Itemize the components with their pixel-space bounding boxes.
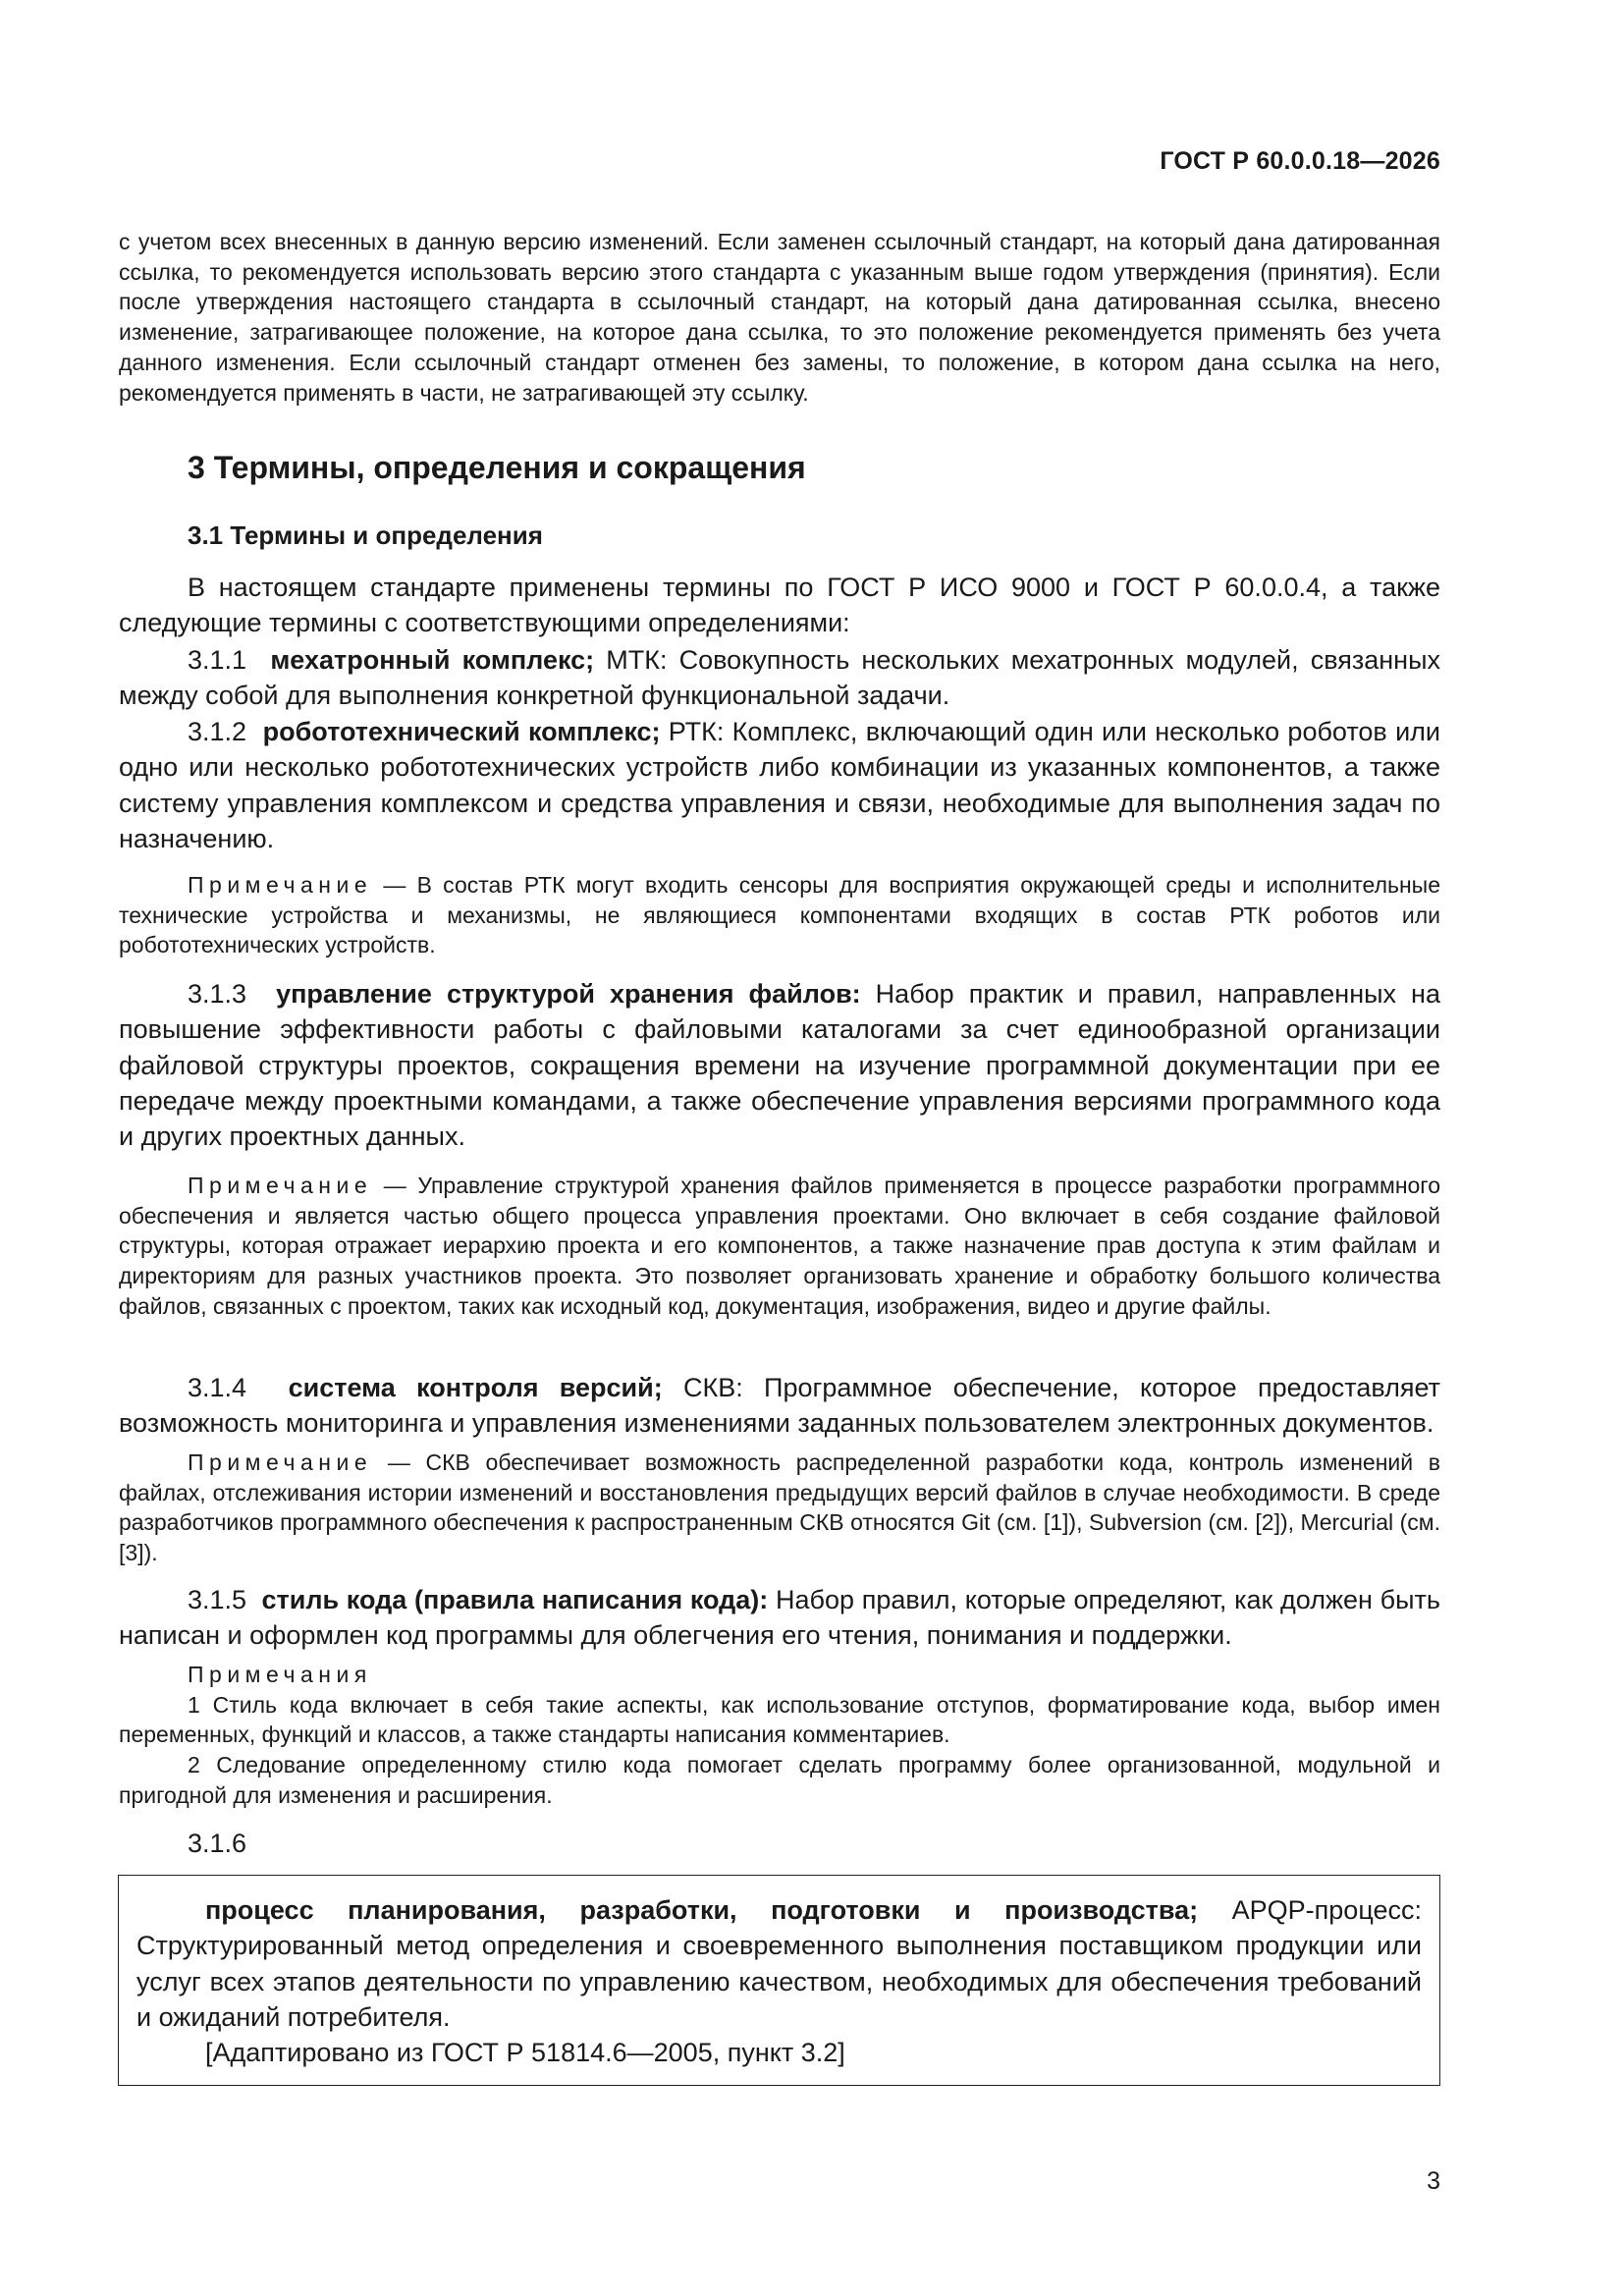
term-notes <box>119 1660 1440 1811</box>
note-item: 1 Стиль кода включает в себя такие аспекты, как использование отступов, форматирование кода, выбор имен переменных, функций и классов, а также стандарты написания комментариев. <box>119 1691 1440 1748</box>
term-number: 3.1.4 <box>188 1373 247 1402</box>
section-title: 3 Термины, определения и сокращения <box>188 450 806 485</box>
term-name: система контроля версий; <box>288 1373 663 1402</box>
term-name: стиль кода (правила написания кода): <box>261 1585 769 1614</box>
note-label: Примечание <box>188 1449 373 1475</box>
term-definition: APQP-процесс: Структурированный метод определения и своевременного выполнения поставщиком продукции или услуг всех этапов деятельности по управлению качеством, необходимых для обеспечения требований и ожиданий потребителя. <box>136 1895 1423 2032</box>
term-name: управление структурой хранения файлов: <box>276 979 861 1009</box>
term-number: 3.1.2 <box>188 717 247 746</box>
term-3-1-2 <box>119 714 1440 856</box>
term-name: мехатронный комплекс; <box>270 645 595 675</box>
term-3-1-4 <box>119 1370 1440 1442</box>
subsection-title: 3.1 Термины и определения <box>188 520 543 550</box>
terms-intro: В настоящем стандарте применены термины по ГОСТ Р ИСО 9000 и ГОСТ Р 60.0.0.4, а также следующие термины с соответствующими определениями: <box>119 573 1440 638</box>
term-name: процесс планирования, разработки, подготовки и производства; <box>205 1895 1199 1925</box>
term-number: 3.1.6 <box>188 1829 247 1858</box>
term-definition: Набор практик и правил, направленных на повышение эффективности работы с файловыми каталогами за счет единообразной организации файловой структуры проектов, сокращения времени на изучение программной документации при ее передаче между проектными командами, а также обеспечение управления версиями программного кода и других проектных данных. <box>119 979 1440 1152</box>
term-note <box>119 1171 1440 1322</box>
term-number: 3.1.5 <box>188 1585 247 1614</box>
note-label: Примечание <box>188 1173 373 1198</box>
note-text: — В состав РТК могут входить сенсоры для восприятия окружающей среды и исполнительные технические устройства и механизмы, не являющиеся компонентами входящих в состав РТК роботов или робототехнических устройств. <box>119 872 1440 958</box>
term-number: 3.1.3 <box>188 979 247 1009</box>
term-3-1-5 <box>119 1582 1440 1654</box>
page-number: 3 <box>1427 2167 1440 2195</box>
term-number: 3.1.1 <box>188 645 247 675</box>
term-3-1-1 <box>119 642 1440 714</box>
term-3-1-3 <box>119 976 1440 1154</box>
term-note <box>119 870 1440 960</box>
term-note <box>119 1448 1440 1568</box>
term-definition: РТК: Комплекс, включающий один или несколько роботов или одно или несколько робототехнических устройств либо комбинации из указанных компонентов, а также систему управления комплексом и средства управления и связи, необходимые для выполнения задач по назначению. <box>119 717 1440 853</box>
standard-header: ГОСТ Р 60.0.0.18—2026 <box>1160 147 1440 175</box>
note-text: — СКВ обеспечивает возможность распределенной разработки кода, контроль изменений в файлах, отслеживания истории изменений и восстановления предыдущих версий файлов в случае необходимости. В среде разработчиков программного обеспечения к распространенным СКВ относятся Git (см. [1]), Subversion (см. [2]), Mercurial (см. [3]). <box>119 1449 1440 1566</box>
term-definition: СКВ: Программное обеспечение, которое предоставляет возможность мониторинга и управления изменениями заданных пользователем электронных документов. <box>119 1373 1440 1439</box>
term-definition: МТК: Совокупность нескольких мехатронных модулей, связанных между собой для выполнения конкретной функциональной задачи. <box>119 645 1440 711</box>
note-text: — Управление структурой хранения файлов применяется в процессе разработки программного обеспечения и является частью общего процесса управления проектами. Оно включает в себя создание файловой структуры, которая отражает иерархию проекта и его компонентов, а также назначение прав доступа к этим файлам и директориям для разных участников проекта. Это позволяет организовать хранение и обработку большого количества файлов, связанных с проектом, таких как исходный код, документация, изображения, видео и другие файлы. <box>119 1173 1440 1319</box>
term-3-1-6-box <box>118 1875 1440 2086</box>
notes-label: Примечания <box>188 1662 372 1687</box>
note-item: 2 Следование определенному стилю кода помогает сделать программу более организованной, модульной и пригодной для изменения и расширения. <box>119 1752 1440 1808</box>
note-label: Примечание <box>188 872 373 898</box>
term-3-1-6 <box>136 1892 1422 2035</box>
term-name: робототехнический комплекс; <box>262 717 661 746</box>
term-source: [Адаптировано из ГОСТ Р 51814.6—2005, пункт 3.2] <box>205 2038 845 2068</box>
term-definition: Набор правил, которые определяют, как должен быть написан и оформлен код программы для облегчения его чтения, понимания и поддержки. <box>119 1585 1440 1651</box>
intro-paragraph: с учетом всех внесенных в данную версию изменений. Если заменен ссылочный стандарт, на который дана датированная ссылка, то рекомендуется использовать версию этого стандарта с указанным выше годом утверждения (принятия). Если после утверждения настоящего стандарта в ссылочный стандарт, на который дана датированная ссылка, внесено изменение, затрагивающее положение, на которое дана ссылка, то это положение рекомендуется применять без учета данного изменения. Если ссылочный стандарт отменен без замены, то положение, в котором дана ссылка на него, рекомендуется применять в части, не затрагивающей эту ссылку. <box>119 229 1440 406</box>
